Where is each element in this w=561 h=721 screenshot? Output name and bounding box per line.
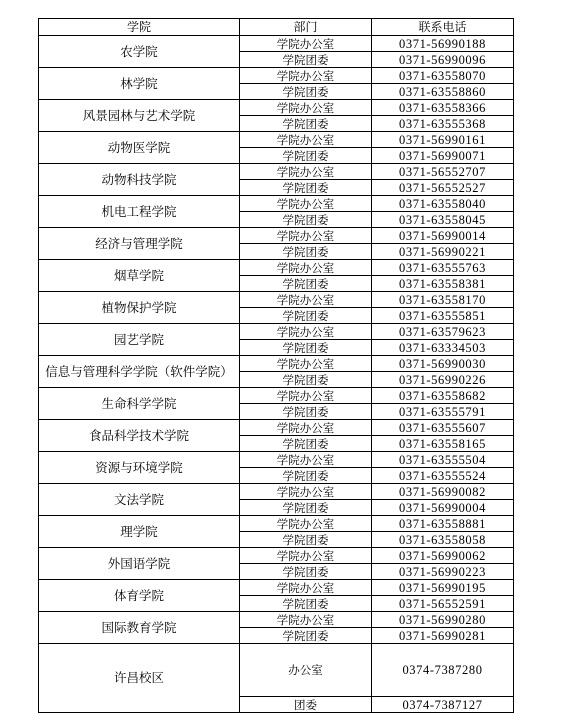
college-name: 经济与管理学院 — [39, 228, 240, 260]
department-name: 学院办公室 — [240, 100, 372, 116]
department-name: 学院办公室 — [240, 452, 372, 468]
department-name: 学院办公室 — [240, 612, 372, 628]
college-name: 理学院 — [39, 516, 240, 548]
phone-number: 0371-56990161 — [372, 132, 514, 148]
phone-number: 0371-56990226 — [372, 372, 514, 388]
department-name: 学院团委 — [240, 148, 372, 164]
phone-number: 0371-56990195 — [372, 580, 514, 596]
department-name: 学院团委 — [240, 628, 372, 644]
table-row — [39, 420, 514, 436]
department-name: 学院团委 — [240, 372, 372, 388]
phone-number: 0371-56990188 — [372, 36, 514, 52]
table-row — [39, 292, 514, 308]
phone-number: 0371-56990004 — [372, 500, 514, 516]
department-name: 学院办公室 — [240, 260, 372, 276]
phone-number: 0371-63558170 — [372, 292, 514, 308]
college-name: 林学院 — [39, 68, 240, 100]
phone-number: 0371-63558381 — [372, 276, 514, 292]
phone-number: 0371-56990030 — [372, 356, 514, 372]
department-name: 学院办公室 — [240, 484, 372, 500]
department-name: 学院办公室 — [240, 196, 372, 212]
phone-number: 0371-56990223 — [372, 564, 514, 580]
table-row — [39, 484, 514, 500]
phone-number: 0371-63558881 — [372, 516, 514, 532]
phone-number: 0371-63555368 — [372, 116, 514, 132]
table-row — [39, 644, 514, 697]
table-row — [39, 36, 514, 52]
college-name: 资源与环境学院 — [39, 452, 240, 484]
department-name: 学院团委 — [240, 436, 372, 452]
department-name: 学院办公室 — [240, 580, 372, 596]
department-name: 学院团委 — [240, 212, 372, 228]
phone-number: 0371-63558058 — [372, 532, 514, 548]
phone-number: 0371-56990221 — [372, 244, 514, 260]
college-name: 植物保护学院 — [39, 292, 240, 324]
phone-number: 0371-63555607 — [372, 420, 514, 436]
table-row — [39, 260, 514, 276]
department-name: 学院团委 — [240, 180, 372, 196]
phone-number: 0374-7387280 — [372, 644, 514, 697]
department-name: 学院办公室 — [240, 132, 372, 148]
college-name: 烟草学院 — [39, 260, 240, 292]
department-name: 学院团委 — [240, 308, 372, 324]
table-row — [39, 452, 514, 468]
phone-number: 0371-63579623 — [372, 324, 514, 340]
contact-table — [38, 18, 514, 713]
phone-number: 0371-63558045 — [372, 212, 514, 228]
header-college: 学院 — [39, 19, 240, 36]
header-department: 部门 — [240, 19, 372, 36]
table-row — [39, 580, 514, 596]
college-name: 农学院 — [39, 36, 240, 68]
department-name: 学院办公室 — [240, 548, 372, 564]
table-row — [39, 68, 514, 84]
phone-number: 0371-56990071 — [372, 148, 514, 164]
college-name: 文法学院 — [39, 484, 240, 516]
department-name: 学院办公室 — [240, 324, 372, 340]
department-name: 学院团委 — [240, 340, 372, 356]
phone-number: 0371-63558040 — [372, 196, 514, 212]
header-phone: 联系电话 — [372, 19, 514, 36]
department-name: 学院办公室 — [240, 516, 372, 532]
college-name: 外国语学院 — [39, 548, 240, 580]
phone-number: 0371-56990014 — [372, 228, 514, 244]
department-name: 学院办公室 — [240, 356, 372, 372]
table-row — [39, 356, 514, 372]
department-name: 学院团委 — [240, 500, 372, 516]
department-name: 学院团委 — [240, 244, 372, 260]
phone-number: 0371-63558165 — [372, 436, 514, 452]
college-name: 机电工程学院 — [39, 196, 240, 228]
table-row — [39, 132, 514, 148]
table-row — [39, 228, 514, 244]
department-name: 学院团委 — [240, 596, 372, 612]
table-row — [39, 548, 514, 564]
table-row — [39, 100, 514, 116]
college-name: 动物科技学院 — [39, 164, 240, 196]
phone-number: 0371-56552527 — [372, 180, 514, 196]
phone-number: 0374-7387127 — [372, 697, 514, 713]
phone-number: 0371-63555524 — [372, 468, 514, 484]
phone-number: 0371-56990281 — [372, 628, 514, 644]
phone-number: 0371-63555763 — [372, 260, 514, 276]
table-row — [39, 388, 514, 404]
phone-number: 0371-56552591 — [372, 596, 514, 612]
department-name: 学院团委 — [240, 468, 372, 484]
phone-number: 0371-63558682 — [372, 388, 514, 404]
table-row — [39, 324, 514, 340]
department-name: 团委 — [240, 697, 372, 713]
table-row — [39, 516, 514, 532]
college-name: 食品科学技术学院 — [39, 420, 240, 452]
department-name: 学院办公室 — [240, 228, 372, 244]
department-name: 学院团委 — [240, 116, 372, 132]
phone-number: 0371-63555791 — [372, 404, 514, 420]
college-name: 许昌校区 — [39, 644, 240, 713]
phone-number: 0371-63558070 — [372, 68, 514, 84]
phone-number: 0371-63334503 — [372, 340, 514, 356]
college-name: 体育学院 — [39, 580, 240, 612]
college-name: 园艺学院 — [39, 324, 240, 356]
department-name: 学院团委 — [240, 276, 372, 292]
table-row — [39, 612, 514, 628]
department-name: 学院办公室 — [240, 68, 372, 84]
college-name: 生命科学学院 — [39, 388, 240, 420]
department-name: 学院办公室 — [240, 292, 372, 308]
department-name: 学院团委 — [240, 404, 372, 420]
department-name: 学院办公室 — [240, 420, 372, 436]
department-name: 学院办公室 — [240, 164, 372, 180]
phone-number: 0371-56990096 — [372, 52, 514, 68]
college-name: 国际教育学院 — [39, 612, 240, 644]
table-header-row — [39, 19, 514, 36]
college-name: 动物医学院 — [39, 132, 240, 164]
phone-number: 0371-56990062 — [372, 548, 514, 564]
department-name: 学院团委 — [240, 52, 372, 68]
department-name: 办公室 — [240, 644, 372, 697]
phone-number: 0371-56990280 — [372, 612, 514, 628]
phone-number: 0371-63558860 — [372, 84, 514, 100]
department-name: 学院办公室 — [240, 388, 372, 404]
phone-number: 0371-63555851 — [372, 308, 514, 324]
department-name: 学院团委 — [240, 84, 372, 100]
phone-number: 0371-63555504 — [372, 452, 514, 468]
table-body — [39, 36, 514, 713]
phone-number: 0371-56552707 — [372, 164, 514, 180]
phone-number: 0371-56990082 — [372, 484, 514, 500]
college-name: 风景园林与艺术学院 — [39, 100, 240, 132]
department-name: 学院团委 — [240, 564, 372, 580]
table-row — [39, 164, 514, 180]
department-name: 学院团委 — [240, 532, 372, 548]
phone-number: 0371-63558366 — [372, 100, 514, 116]
table-row — [39, 196, 514, 212]
department-name: 学院办公室 — [240, 36, 372, 52]
college-name: 信息与管理科学学院（软件学院） — [39, 356, 240, 388]
